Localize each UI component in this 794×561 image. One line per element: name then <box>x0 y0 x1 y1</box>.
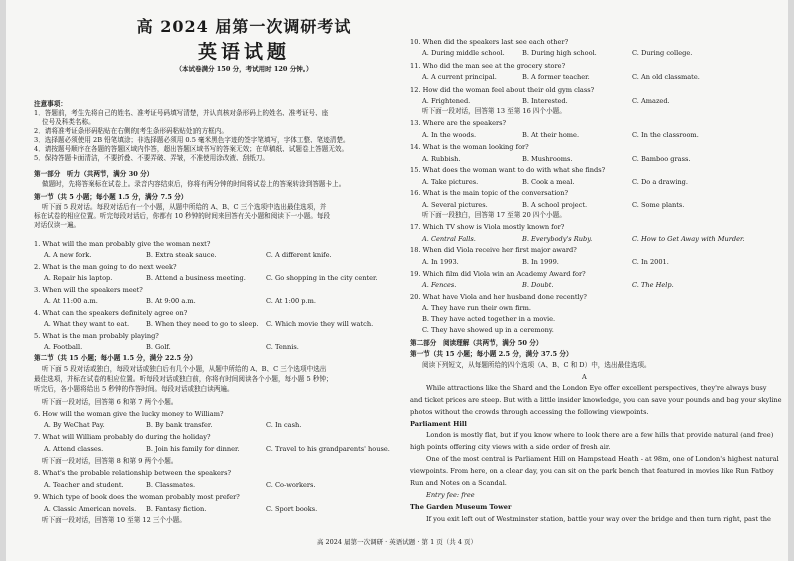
option-c: C. In cash. <box>266 421 302 429</box>
question-stem: 7. What will William probably do during the holiday? <box>34 433 211 441</box>
part2-heading: 第二部分 阅读理解（共两节，满分 50 分） <box>410 339 543 347</box>
part2-section1-intro: 阅读下列短文，从每题所给的四个选项（A、B、C 和 D）中，选出最佳选项。 <box>422 361 651 369</box>
option-a: A. Rubbish. <box>422 155 461 163</box>
option-a: A. Frightened. <box>422 97 471 105</box>
question-stem: 4. What can the speakers definitely agree on? <box>34 309 188 317</box>
option-b: B. At their home. <box>522 131 580 139</box>
question-stem: 1. What will the man probably give the woman next? <box>34 240 211 248</box>
question-stem: 11. Who did the man see at the grocery store? <box>410 62 566 70</box>
section2-intro: 最佳选项，并标在试卷的相应位置。听每段对话或独白前，你将有时间阅读各个小题，每小题 5 秒钟； <box>34 375 333 383</box>
question-stem: 5. What is the man probably playing? <box>34 332 159 340</box>
passage-line: and ticket prices are steep. But with a little insider knowledge, you can save your pounds and bag your skyline <box>410 396 782 404</box>
option-a: A. Fences. <box>422 281 457 289</box>
option-c: C. Amazed. <box>632 97 670 105</box>
option-b: B. When they need to go to sleep. <box>146 320 259 328</box>
section1-intro: 听下面 5 段对话。每段对话后有一个小题，从题中所给的 A、B、C 三个选项中选出最佳选项，并 <box>42 203 327 211</box>
option-c: C. Tennis. <box>266 343 299 351</box>
listen-instruction: 听下面一段对话，回答第 10 至第 12 三个小题。 <box>42 516 186 524</box>
section2-heading: 第二节（共 15 小题；每小题 1.5 分，满分 22.5 分） <box>34 354 197 362</box>
option-a: A. Teacher and student. <box>44 481 124 489</box>
note-line: 1．答题前，考生先将自己的姓名、准考证号码填写清楚，并认真核对条形码上的姓名、准考证号、座 <box>34 109 329 117</box>
option-b: B. Classmates. <box>146 481 196 489</box>
part1-heading: 第一部分 听力（共两节，满分 30 分） <box>34 170 154 178</box>
question-stem: 18. When did Viola receive her first major award? <box>410 246 577 254</box>
section1-intro: 标在试卷的相应位置。听完每段对话后，你都有 10 秒钟的时间来回答有关小题和阅读下一小题。每段 <box>34 212 331 220</box>
score-note: （本试卷满分 150 分，考试用时 120 分钟。） <box>175 65 313 73</box>
section2-intro: 听完后，各小题将给出 5 秒钟的作答时间。每段对话或独白读两遍。 <box>34 385 234 393</box>
option-b: B. Doubt. <box>522 281 554 289</box>
option-b: B. Cook a meal. <box>522 178 575 186</box>
option-a: A. Repair his laptop. <box>44 274 113 282</box>
part2-section1-heading: 第一节（共 15 小题；每小题 2.5 分，满分 37.5 分） <box>410 350 573 358</box>
option-b: B. They have acted together in a movie. <box>422 315 556 323</box>
option-a: A. By WeChat Pay. <box>44 421 105 429</box>
option-c: C. At 1:00 p.m. <box>266 297 316 305</box>
passage-line: photos without the crowds through accessing the following viewpoints. <box>410 408 649 416</box>
passage-subheading: The Garden Museum Tower <box>410 503 512 511</box>
question-stem: 2. What is the man going to do next week? <box>34 263 177 271</box>
option-c: C. Go shopping in the city center. <box>266 274 378 282</box>
page-footer: 高 2024 届第一次调研 · 英语试题 · 第 1 页（共 4 页） <box>316 538 478 546</box>
question-stem: 15. What does the woman want to do with what she finds? <box>410 166 606 174</box>
option-c: C. In the classroom. <box>632 131 699 139</box>
option-c: C. Travel to his grandparents' house. <box>266 445 390 453</box>
option-c: C. Sport books. <box>266 505 318 513</box>
option-c: C. Co-workers. <box>266 481 316 489</box>
scan-edge-right <box>788 0 794 561</box>
option-a: A. A current principal. <box>422 73 497 81</box>
passage-line: Run and Notes on a Scandal. <box>410 479 507 487</box>
section2-intro: 听下面 5 段对话或独白，每段对话或独白后有几个小题，从题中所给的 A、B、C 三个选项中选出 <box>42 365 327 373</box>
option-c: C. They have showed up in a ceremony. <box>422 326 554 334</box>
section1-intro: 对话仅读一遍。 <box>34 221 81 229</box>
question-stem: 6. How will the woman give the lucky money to William? <box>34 410 224 418</box>
passage-line: One of the most central is Parliament Hill on Hampstead Heath - at 98m, one of London's highest natural <box>426 455 779 463</box>
option-b: B. Golf. <box>146 343 171 351</box>
option-c: C. In 2001. <box>632 258 669 266</box>
option-a: A. In the woods. <box>422 131 477 139</box>
question-stem: 9. Which type of book does the woman probably most prefer? <box>34 493 240 501</box>
option-c: C. Bamboo grass. <box>632 155 691 163</box>
option-c: C. How to Get Away with Murder. <box>632 235 745 243</box>
subject-title: 英语试题 <box>197 41 290 63</box>
option-c: C. Which movie they will watch. <box>266 320 374 328</box>
option-b: B. Extra steak sauce. <box>146 251 217 259</box>
option-c: C. An old classmate. <box>632 73 700 81</box>
option-b: B. During high school. <box>522 49 597 57</box>
option-c: C. The Help. <box>632 281 674 289</box>
option-a: A. They have run their own firm. <box>422 304 531 312</box>
option-a: A. Central Falls. <box>422 235 476 243</box>
option-a: A. At 11:00 a.m. <box>44 297 98 305</box>
passage-line: While attractions like the Shard and the London Eye offer excellent perspectives, they're always busy <box>426 384 767 392</box>
option-a: A. Attend classes. <box>44 445 104 453</box>
question-stem: 3. When will the speakers meet? <box>34 286 143 294</box>
option-c: C. During college. <box>632 49 693 57</box>
notes-heading: 注意事项： <box>34 100 67 108</box>
option-b: B. In 1999. <box>522 258 559 266</box>
question-stem: 16. What is the main topic of the conversation? <box>410 189 569 197</box>
question-stem: 19. Which film did Viola win an Academy Award for? <box>410 270 586 278</box>
option-b: B. Fantasy fiction. <box>146 505 207 513</box>
option-a: A. During middle school. <box>422 49 505 57</box>
note-line: 位号及科类名称。 <box>42 118 95 126</box>
option-b: B. A former teacher. <box>522 73 590 81</box>
option-a: A. In 1993. <box>422 258 459 266</box>
question-stem: 14. What is the woman looking for? <box>410 143 529 151</box>
exam-title: 高 2024 届第一次调研考试 <box>136 17 352 36</box>
part1-intro: 做题时，先将答案标在试卷上。录音内容结束后，你将有两分钟的时间将试卷上的答案转涂到答题卡上。 <box>42 180 346 188</box>
option-b: B. By bank transfer. <box>146 421 213 429</box>
note-line: 2．请将准考证条形码粘贴在右侧的[考生条形码粘贴处]的方框内。 <box>34 127 228 135</box>
option-a: A. Classic American novels. <box>44 505 137 513</box>
passage-line: viewpoints. From here, on a clear day, you can sit on the park bench that featured in movies like Run Fatboy <box>410 467 774 475</box>
scan-edge-left <box>0 0 6 561</box>
section1-heading: 第一节（共 5 小题；每小题 1.5 分，满分 7.5 分） <box>34 193 188 201</box>
passage-subheading: Parliament Hill <box>410 420 467 428</box>
option-b: B. Join his family for dinner. <box>146 445 240 453</box>
question-stem: 13. Where are the speakers? <box>410 119 507 127</box>
option-b: B. Mushrooms. <box>522 155 573 163</box>
listen-instruction: 听下面一段独白，回答第 17 至第 20 四个小题。 <box>422 211 566 219</box>
passage-label: A <box>582 373 587 381</box>
option-b: B. A school project. <box>522 201 588 209</box>
option-b: B. Everybody's Ruby. <box>522 235 593 243</box>
listen-instruction: 听下面一段对话，回答第 6 和第 7 两个小题。 <box>42 398 178 406</box>
passage-line: high points offering city views with a side order of fresh air. <box>410 443 611 451</box>
listen-instruction: 听下面一段对话，回答第 13 至第 16 四个小题。 <box>422 107 566 115</box>
note-line: 3．选择题必须使用 2B 铅笔填涂；非选择题必须用 0.5 毫米黑色字迹的签字笔填写，字体工整、笔迹清楚。 <box>34 136 350 144</box>
note-line: 5．保持答题卡面清洁，不要折叠、不要弄破、弄皱，不准使用涂改液、刮纸刀。 <box>34 154 269 162</box>
listen-instruction: 听下面一段对话，回答第 8 和第 9 两个小题。 <box>42 457 178 465</box>
option-c: C. Do a drawing. <box>632 178 689 186</box>
option-b: B. Interested. <box>522 97 568 105</box>
question-stem: 12. How did the woman feel about their old gym class? <box>410 86 595 94</box>
option-c: C. Some plants. <box>632 201 685 209</box>
question-stem: 10. When did the speakers last see each other? <box>410 38 569 46</box>
option-a: A. Take pictures. <box>422 178 479 186</box>
option-b: B. Attend a business meeting. <box>146 274 246 282</box>
question-stem: 8. What's the probable relationship between the speakers? <box>34 469 231 477</box>
option-a: A. What they want to eat. <box>44 320 130 328</box>
entry-fee: Entry fee: free <box>426 491 475 499</box>
option-a: A. Football. <box>44 343 83 351</box>
option-a: A. Several pictures. <box>422 201 488 209</box>
question-stem: 17. Which TV show is Viola mostly known for? <box>410 223 565 231</box>
passage-line: If you exit left out of Westminster station, battle your way over the bridge and then turn right, past the <box>426 515 771 523</box>
passage-line: London is mostly flat, but if you know where to look there are a few hills that provide natural (and free) <box>426 431 774 439</box>
note-line: 4．请按题号顺序在各题的答题区域内作答，超出答题区域书写的答案无效；在草稿纸、试题卷上答题无效。 <box>34 145 349 153</box>
option-c: C. A different knife. <box>266 251 332 259</box>
question-stem: 20. What have Viola and her husband done recently? <box>410 293 587 301</box>
option-a: A. A new fork. <box>44 251 92 259</box>
option-b: B. At 9:00 a.m. <box>146 297 196 305</box>
